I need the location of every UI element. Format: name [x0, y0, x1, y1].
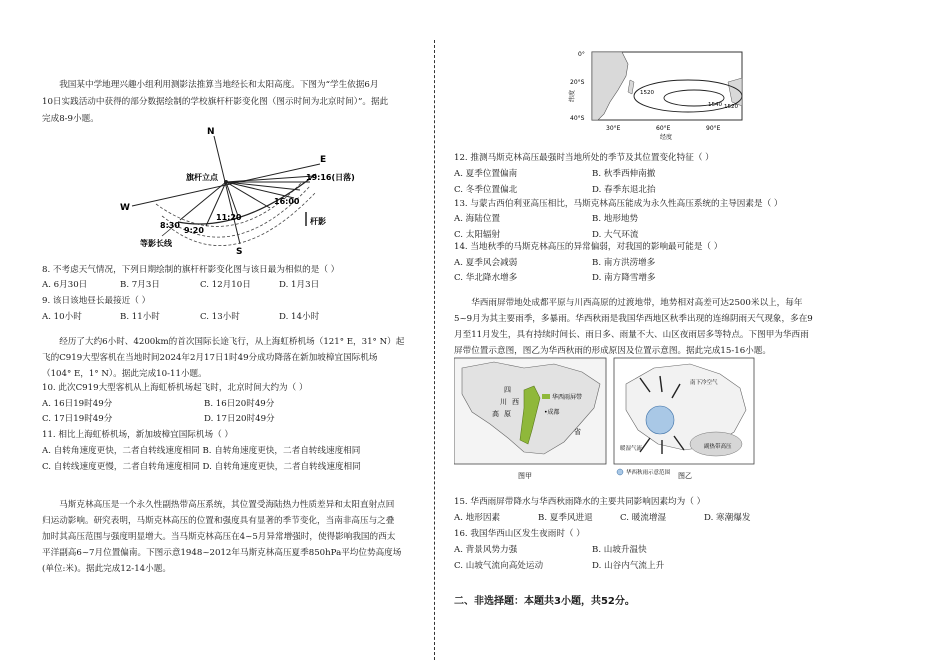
south-label: S: [236, 247, 243, 257]
warm-air-label: 暖湿气流: [620, 446, 643, 452]
q8-option-d[interactable]: D. 1月3日: [279, 280, 320, 290]
q15-stem: 15. 华西雨屏带降水与华西秋雨降水的主要共同影响因素均为（ ）: [454, 497, 706, 507]
q10-option-c[interactable]: C. 17日19时49分: [42, 414, 113, 424]
shadow-1600: [226, 182, 294, 198]
q9-option-b[interactable]: B. 11小时: [120, 312, 160, 322]
legend-label: 华西秋雨示意范围: [626, 470, 671, 476]
passage4-line1: 华西雨屏带地处成都平原与川西高原的过渡地带，地势相对高差可达2500米以上，每年: [471, 298, 803, 308]
lat-20-label: 20°S: [570, 79, 585, 86]
q13-stem: 13. 与蒙古西伯利亚高压相比，马斯克林高压能成为永久性高压系统的主导因素是（ ）: [454, 199, 783, 209]
char-sheng: 省: [574, 428, 581, 436]
q8-option-c[interactable]: C. 12月10日: [200, 280, 251, 290]
lon-60-label: 60°E: [656, 125, 671, 132]
shadow-label: 杆影: [310, 217, 326, 226]
sunset-label: 19:16(日落): [306, 173, 355, 182]
q13-option-a[interactable]: A. 海陆位置: [454, 214, 501, 224]
q13-option-b[interactable]: B. 地形地势: [592, 214, 639, 224]
passage3-line4: 平洋副高6~7月位置偏南。下图示意1948~2012年马斯克林高压夏季850hPa平均位势高度场: [42, 548, 402, 558]
char-si: 四: [504, 386, 511, 394]
flagpole-shadow-figure: [110, 122, 410, 260]
column-divider: [434, 40, 435, 660]
q12-option-a[interactable]: A. 夏季位置偏南: [454, 169, 518, 179]
time-1600-label: 16:00: [274, 197, 300, 206]
passage3-line2: 归运动影响。研究表明，马斯克林高压的位置和强度具有显著的季节变化，当南非高压与之叠: [42, 516, 395, 526]
contour-label: 等影长线: [140, 239, 172, 248]
q16-option-b[interactable]: B. 山坡升温快: [592, 545, 647, 555]
lon-axis-title: 经度: [660, 134, 673, 141]
char-gao: 高: [492, 410, 499, 418]
q11-option-ab[interactable]: A. 自转角速度更快，二者自转线速度相同 B. 自转角速度更快，二者自转线速度相同: [42, 446, 361, 456]
time-830-label: 8:30: [160, 221, 180, 230]
passage2-line2: 飞的C919大型客机在当地时间2024年2月17日1时49分成功降落在新加坡樟宜国际机场: [42, 353, 378, 363]
q11-option-cd[interactable]: C. 自转线速度更慢，二者自转角速度相同 D. 自转角速度更快，二者自转线速度相同: [42, 462, 361, 472]
chengdu-label: •成都: [544, 409, 560, 416]
char-yuan: 原: [504, 410, 511, 418]
q15-option-b[interactable]: B. 夏季风进退: [538, 513, 593, 523]
time-1120-label: 11:20: [216, 213, 242, 222]
lon-30-label: 30°E: [606, 125, 621, 132]
passage3-line1: 马斯克林高压是一个永久性副热带高压系统，其位置受海陆热力性质差异和太阳直射点回: [59, 500, 395, 510]
shadow-1916: [226, 176, 314, 182]
east-label: E: [320, 155, 327, 165]
subtropical-high-label: 副热带高压: [704, 444, 732, 450]
lat-40-label: 40°S: [570, 115, 585, 122]
q15-option-d[interactable]: D. 寒潮爆发: [704, 513, 751, 523]
north-label: N: [207, 127, 215, 137]
char-chuan: 川: [500, 398, 507, 406]
q14-option-d[interactable]: D. 南方降雪增多: [592, 273, 656, 283]
rain-screen-legend-box: [542, 394, 550, 399]
cold-air-label: 南下冷空气: [690, 380, 718, 386]
q9-stem: 9. 该日该地昼长最接近（ ）: [42, 296, 151, 306]
q16-stem: 16. 我国华西山区发生夜雨时（ ）: [454, 529, 585, 539]
q8-option-b[interactable]: B. 7月3日: [120, 280, 160, 290]
section2-heading: 二、非选择题：本题共3小题，共52分。: [454, 596, 635, 607]
q12-stem: 12. 推测马斯克林高压最强时当地所处的季节及其位置变化特征（ ）: [454, 153, 714, 163]
time-920-label: 9:20: [184, 226, 204, 235]
q8-option-a[interactable]: A. 6月30日: [42, 280, 88, 290]
char-xi: 西: [512, 398, 519, 406]
q12-option-d[interactable]: D. 春季东退北抬: [592, 185, 656, 195]
q16-option-a[interactable]: A. 背景风势力强: [454, 545, 518, 555]
q10-option-d[interactable]: D. 17日20时49分: [204, 414, 275, 424]
autumn-rain-area: [646, 406, 674, 434]
lon-90-label: 90°E: [706, 125, 721, 132]
q13-option-c[interactable]: C. 太阳辐射: [454, 230, 501, 240]
passage1-line1: 我国某中学地理兴趣小组利用测影法推算当地经长和太阳高度。下图为“学生依据6月: [59, 80, 379, 90]
contour-1520-label-b: 1520: [724, 104, 738, 110]
passage2-line3: （104° E，1° N）。据此完成10-11小题。: [42, 369, 207, 379]
passage3-line3: 加时其高压范围与强度明显增大。当马斯克林高压在4~5月异常增强时，使得影响我国的西太: [42, 532, 396, 542]
passage3-line5: (单位:米)。据此完成12-14小题。: [42, 564, 171, 574]
fig-jia-label: 图甲: [518, 472, 532, 480]
huaxi-figures: [454, 354, 826, 484]
passage4-line2: 5~9月为其主要雨季，多暴雨。华西秋雨是我国华西地区秋季出现的连绵阴雨天气现象，多在9: [454, 314, 813, 324]
q14-option-a[interactable]: A. 夏季风会减弱: [454, 258, 518, 268]
q14-option-c[interactable]: C. 华北降水增多: [454, 273, 518, 283]
q9-option-d[interactable]: D. 14小时: [279, 312, 320, 322]
q11-stem: 11. 相比上海虹桥机场，新加坡樟宜国际机场（ ）: [42, 430, 234, 440]
passage1-line3: 完成8-9小题。: [42, 114, 99, 124]
rain-screen-label: 华西雨屏带: [552, 394, 583, 401]
q15-option-a[interactable]: A. 地形因素: [454, 513, 501, 523]
q14-stem: 14. 当地秋季的马斯克林高压的异常偏弱，对我国的影响最可能是（ ）: [454, 242, 723, 252]
q10-option-b[interactable]: B. 16日20时49分: [204, 399, 275, 409]
legend-swatch: [617, 469, 623, 475]
q8-stem: 8. 不考虑天气情况，下列日期绘制的旗杆杆影变化图与该日最为相似的是（ ）: [42, 265, 340, 275]
lat-0-label: 0°: [578, 51, 585, 58]
q15-option-c[interactable]: C. 暖流增湿: [620, 513, 667, 523]
north-south-line: [214, 136, 240, 244]
q14-option-b[interactable]: B. 南方洪涝增多: [592, 258, 656, 268]
lat-axis-title: 纬度: [569, 89, 576, 102]
q9-option-a[interactable]: A. 10小时: [42, 312, 82, 322]
contour-1520-label-a: 1520: [640, 90, 654, 96]
q10-option-a[interactable]: A. 16日19时49分: [42, 399, 113, 409]
q13-option-d[interactable]: D. 大气环流: [592, 230, 639, 240]
pole-point: [224, 180, 228, 184]
contour-1540-label: 1540: [708, 102, 722, 108]
q9-option-c[interactable]: C. 13小时: [200, 312, 240, 322]
passage4-line4: 屏带位置示意图，图乙为华西秋雨的形成原因及位置示意图。据此完成15-16小题。: [454, 346, 771, 356]
q16-option-c[interactable]: C. 山坡气流向高处运动: [454, 561, 544, 571]
q16-option-d[interactable]: D. 山谷内气流上升: [592, 561, 665, 571]
passage4-line3: 月至11月发生，具有持续时间长、雨日多、雨量不大、山区夜雨居多等特点。下图甲为华西雨: [454, 330, 809, 340]
passage2-line1: 经历了大约6小时、4200km的首次国际长途飞行，从上海虹桥机场（121° E，31° N）起: [59, 337, 405, 347]
pole-label: 旗杆立点: [186, 173, 218, 182]
q10-stem: 10. 此次C919大型客机从上海虹桥机场起飞时，北京时间大约为（ ）: [42, 383, 308, 393]
west-label: W: [120, 203, 130, 213]
q12-option-b[interactable]: B. 秋季西伸南撤: [592, 169, 656, 179]
fig-yi-label: 图乙: [678, 472, 692, 480]
passage1-line2: 10日实践活动中获得的部分数据绘制的学校旗杆杆影变化图（图示时间为北京时间）”。据此: [42, 97, 389, 107]
mascarene-high-map: [560, 46, 760, 146]
q12-option-c[interactable]: C. 冬季位置偏北: [454, 185, 518, 195]
